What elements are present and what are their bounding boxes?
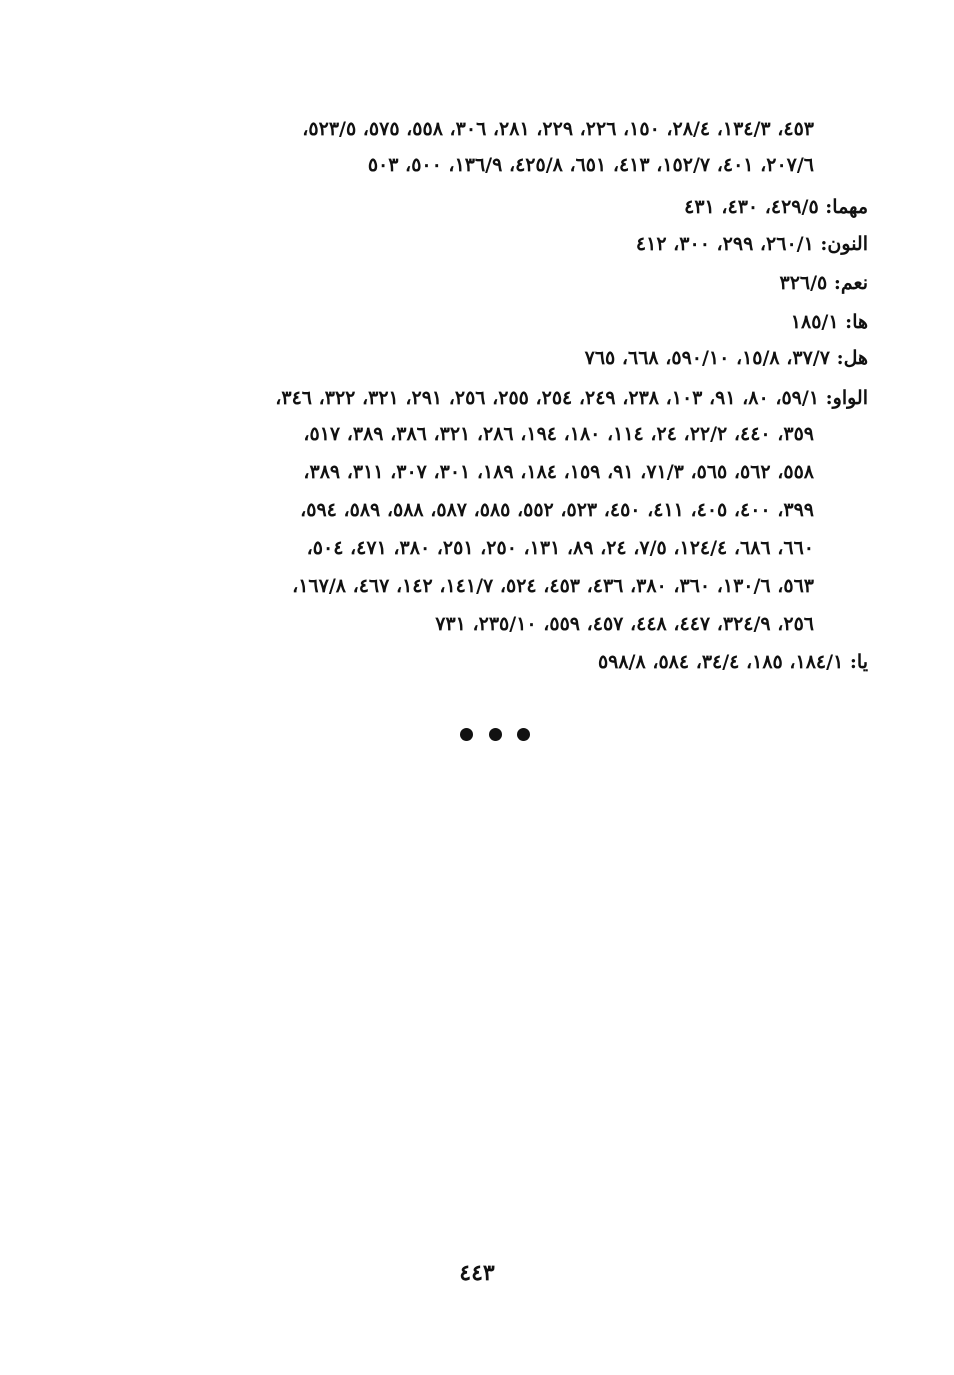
- index-entry-ha: ها: ١٨٥/١: [790, 311, 868, 333]
- index-line-continuation: ٢٠٧/٦، ٤٠١، ١٥٢/٧، ٤١٣، ٦٥١، ٤٢٥/٨، ١٣٦/٩، ٥٠٠، ٥٠٣: [367, 154, 814, 176]
- index-entry-mahma: مهما: ٤٢٩/٥، ٤٣٠، ٤٣١: [684, 196, 868, 218]
- index-line-continuation: ٥٦٣، ١٣٠/٦، ٣٦٠، ٣٨٠، ٤٣٦، ٤٥٣، ٥٢٤، ١٤١/٧، ١٤٢، ٤٦٧، ١٦٧/٨،: [292, 575, 814, 597]
- section-separator: [460, 726, 530, 742]
- index-entry-alwaw: الواو: ٥٩/١، ٨٠، ٩١، ١٠٣، ٢٣٨، ٢٤٩، ٢٥٤، ٢٥٥، ٢٥٦، ٢٩١، ٣٢١، ٣٢٢، ٣٤٦،: [275, 387, 868, 409]
- index-entry-naam: نعم: ٣٢٦/٥: [779, 272, 868, 294]
- index-line-continuation: ٢٥٦، ٣٢٤/٩، ٤٤٧، ٤٤٨، ٤٥٧، ٥٥٩، ٢٣٥/١٠، ٧٣١: [435, 613, 814, 635]
- page-number: ٤٤٣: [459, 1260, 495, 1286]
- index-entry-hal: هل: ٣٧/٧، ١٥/٨، ٥٩٠/١٠، ٦٦٨، ٧٦٥: [584, 347, 868, 369]
- separator-dot: [489, 728, 502, 741]
- separator-dot: [517, 728, 530, 741]
- index-line-continuation: ٥٥٨، ٥٦٢، ٥٦٥، ٧١/٣، ٩١، ١٥٩، ١٨٤، ١٨٩، ٣٠١، ٣٠٧، ٣١١، ٣٨٩،: [303, 461, 814, 483]
- index-entry-ya: يا: ١٨٤/١، ١٨٥، ٣٤/٤، ٥٨٤، ٥٩٨/٨: [597, 651, 868, 673]
- index-entry-alnun: النون: ٢٦٠/١، ٢٩٩، ٣٠٠، ٤١٢: [635, 233, 868, 255]
- index-line-continuation: ٦٦٠، ٦٨٦، ١٢٤/٤، ٧/٥، ٢٤، ٨٩، ١٣١، ٢٥٠، ٢٥١، ٣٨٠، ٤٧١، ٥٠٤،: [306, 537, 814, 559]
- index-line-continuation: ٣٥٩، ٤٤٠، ٢٢/٢، ٢٤، ١١٤، ١٨٠، ١٩٤، ٢٨٦، ٣٢١، ٣٨٦، ٣٨٩، ٥١٧،: [303, 423, 814, 445]
- index-line-continuation: ٤٥٣، ١٣٤/٣، ٢٨/٤، ١٥٠، ٢٢٦، ٢٢٩، ٢٨١، ٣٠٦، ٥٥٨، ٥٧٥، ٥٢٣/٥،: [302, 118, 814, 140]
- index-line-continuation: ٣٩٩، ٤٠٠، ٤٠٥، ٤١١، ٤٥٠، ٥٢٣، ٥٥٢، ٥٨٥، ٥٨٧، ٥٨٨، ٥٨٩، ٥٩٤،: [300, 499, 814, 521]
- separator-dot: [460, 728, 473, 741]
